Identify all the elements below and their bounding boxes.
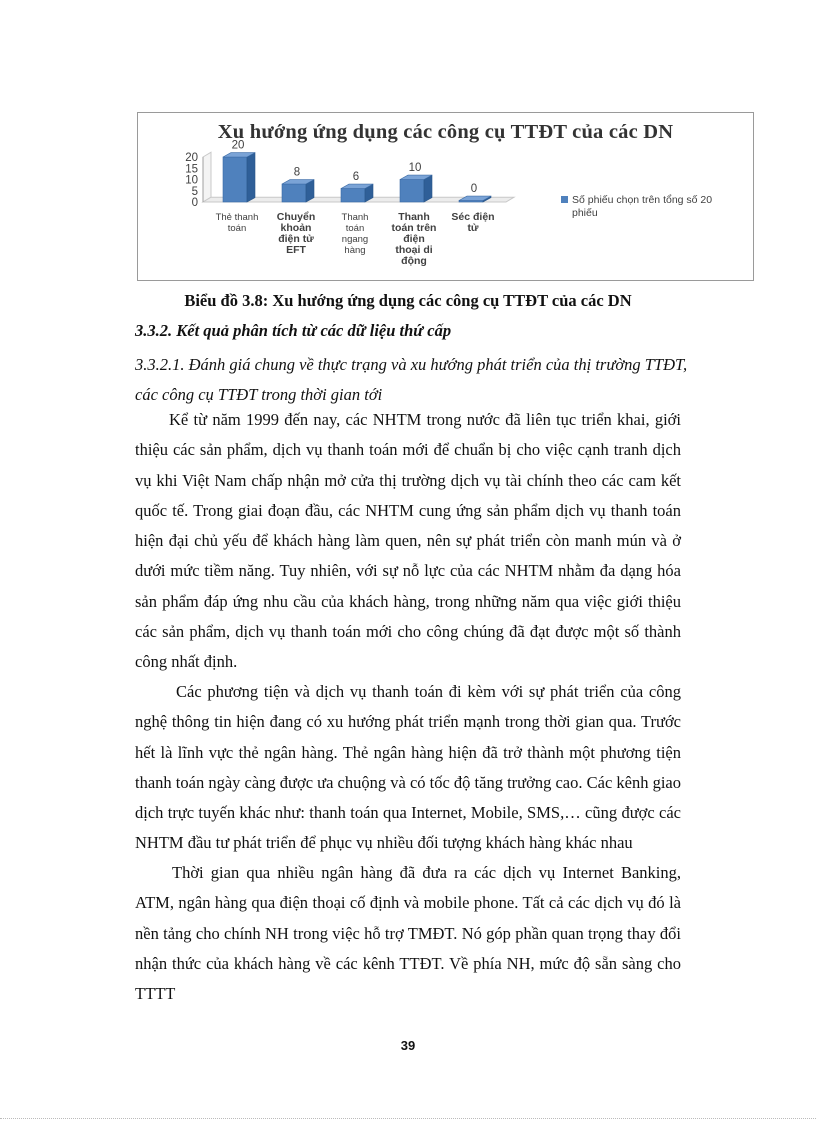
y-tick-label: 20 [185, 152, 198, 164]
category-label: Thẻ thanh [215, 212, 259, 223]
category-label: Séc điện [451, 211, 495, 223]
chart-title: Xu hướng ứng dụng các công cụ TTĐT của các DN [217, 121, 674, 143]
category-label: ngang [341, 234, 369, 245]
category-label: EFT [286, 244, 306, 256]
data-label: 6 [352, 171, 360, 184]
category-label: động [401, 255, 427, 267]
legend-label: Số phiếu chọn trên tổng số 20 [572, 194, 713, 206]
category-label: toán [227, 223, 247, 234]
category-label: toán [345, 223, 365, 234]
category-label: tử [467, 222, 479, 234]
bar [341, 189, 365, 203]
body-paragraph: Thời gian qua nhiều ngân hàng đã đưa ra các dịch vụ Internet Banking, ATM, ngân hàng qua điện thoại cố định và mobile phone. Tất cả các dịch vụ đó là nền tảng cho chính NH trong việc hỗ trợ TMĐT. Nó góp phần quan trọng thay đổi nhận thức của khách hàng về các kênh TTĐT. Về phía NH, mức độ sẵn sàng cho TTTT [135, 863, 681, 1004]
data-label: 0 [470, 183, 478, 196]
category-label: hàng [344, 245, 366, 256]
category-label: Thanh [398, 211, 430, 223]
section-heading-3-3-2-1: 3.3.2.1. Đánh giá chung về thực trạng và xu hướng phát triển của thị trường TTĐT, các công cụ TTĐT trong thời gian tới [135, 355, 688, 404]
plot-side-wall [203, 152, 211, 202]
bar [282, 184, 306, 202]
category-label: khoản [280, 222, 312, 234]
data-label: 10 [408, 162, 422, 175]
y-tick-label: 15 [185, 163, 198, 176]
body-paragraph: Các phương tiện và dịch vụ thanh toán đi kèm với sự phát triển của công nghệ thông tin hiện đang có xu hướng phát triển mạnh trong thời gian qua. Trước hết là lĩnh vực thẻ ngân hàng. Thẻ ngân hàng hiện đã trở thành một phương tiện thanh toán ngày càng được ưa chuộng và có tốc độ tăng trưởng cao. Các kênh giao dịch trực tuyến khác như: thanh toán qua Internet, Mobile, SMS,… cũng được các NHTM đầu tư phát triển để phục vụ nhiều đối tượng khách hàng khác nhau [135, 682, 681, 853]
category-label: toán trên [391, 222, 437, 234]
page-border [0, 1118, 816, 1119]
category-label: Thanh [341, 212, 369, 223]
section-heading-3-3-2: 3.3.2. Kết quả phân tích từ các dữ liệu thứ cấp [135, 321, 452, 340]
data-label: 20 [231, 139, 245, 152]
data-label: 8 [293, 166, 301, 179]
bar [400, 180, 424, 203]
legend-swatch [561, 196, 568, 203]
category-label: Chuyển [276, 211, 316, 223]
bar-side [247, 153, 255, 202]
page-number: 39 [400, 1038, 416, 1053]
y-tick-label: 10 [185, 174, 198, 187]
chart-container [137, 112, 754, 281]
y-tick-label: 0 [191, 197, 198, 209]
y-tick-label: 5 [191, 185, 198, 198]
bar-chart [138, 113, 753, 280]
category-label: điện [403, 233, 425, 245]
body-paragraph: Kể từ năm 1999 đến nay, các NHTM trong nước đã liên tục triển khai, giới thiệu các sản phẩm, dịch vụ thanh toán mới để chuẩn bị cho việc cạnh tranh dịch vụ khi Việt Nam chấp nhận mở cửa thị trường dịch vụ tài chính theo các cam kết quốc tế. Trong giai đoạn đầu, các NHTM cung ứng sản phẩm dịch vụ thanh toán hiện đại chủ yếu để khách hàng làm quen, nên sự phát triển còn manh mún và ở dưới mức tiềm năng. Tuy nhiên, với sự nỗ lực của các NHTM nhằm đa dạng hóa sản phẩm đáp ứng nhu cầu của khách hàng, trong những năm qua việc giới thiệu các sản phẩm, dịch vụ thanh toán mới cho công chúng đã đạt được một số thành công nhất định. [135, 410, 681, 672]
legend-label: phiếu [572, 207, 598, 219]
category-label: thoại di [395, 244, 433, 256]
category-label: điện tử [278, 233, 314, 245]
bar [223, 157, 247, 202]
figure-caption: Biểu đồ 3.8: Xu hướng ứng dụng các công cụ TTĐT của các DN [184, 291, 632, 310]
